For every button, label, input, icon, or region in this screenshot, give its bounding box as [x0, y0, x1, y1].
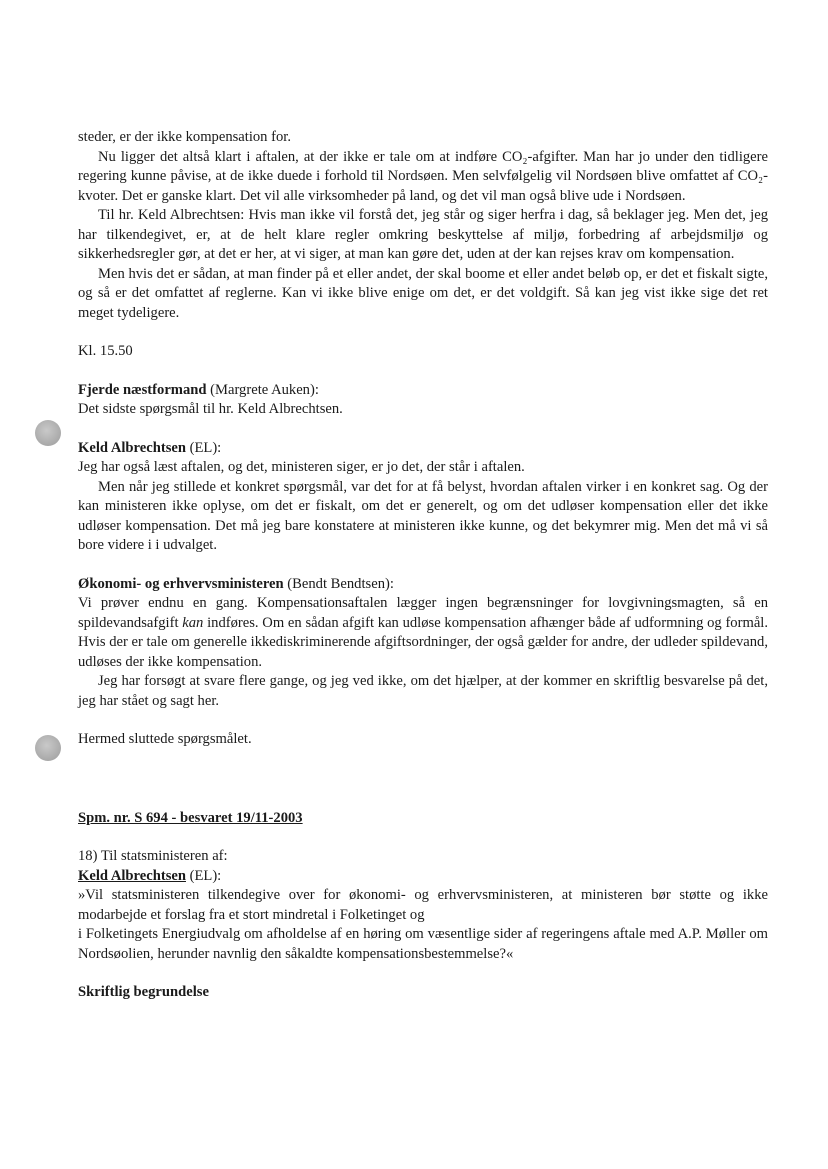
speaker-heading-2	[78, 439, 768, 459]
question-intro: 18) Til statsministeren af:	[78, 848, 228, 864]
speaker-party: (EL):	[185, 439, 222, 456]
section-heading: Spm. nr. S 694 - besvaret 19/11-2003	[78, 809, 303, 826]
speaker-3-paragraph-2: Jeg har forsøgt at svare flere gange, og jeg ved ikke, om det hjælper, at der kommer en skriftlig besvarelse på det, jeg har stået og sagt her.	[78, 673, 768, 709]
emphasis: kan	[182, 614, 204, 631]
speaker-heading-3	[78, 575, 768, 595]
speaker-name: Fjerde næstformand	[78, 381, 207, 398]
speaker-heading-1	[78, 381, 768, 401]
question-author-line	[78, 867, 768, 887]
speaker-person: (Bendt Bendtsen):	[283, 575, 394, 592]
question-party: (EL):	[185, 867, 222, 884]
speaker-name: Keld Albrechtsen	[78, 439, 186, 456]
written-justification-heading: Skriftlig begrundelse	[78, 984, 209, 1000]
timestamp: Kl. 15.50	[78, 343, 133, 359]
document-body	[78, 128, 768, 1003]
paragraph-co2: Nu ligger det altså klart i aftalen, at der ikke er tale om at indføre CO₂-afgifter. Man har jo under den tidligere regering kunne påvise, at de ikke duede i forhold til Nordsøen. Men selvfølgelig vil Nordsøen blive omfattet af CO₂-kvoter. Det er ganske klart. Det vil alle virksomheder på land, og det vil man også blive ude i Nordsøen.	[78, 148, 768, 204]
paragraph-reply-albrechtsen: Til hr. Keld Albrechtsen: Hvis man ikke vil forstå det, jeg står og siger herfra i dag, så beklager jeg. Men det, jeg har tilkendegivet, er, at de helt klare regler omkring beskyttelse af miljø, forbedring af arbejdsmiljø og sikkerhedsregler gør, at det er her, at vi siger, at man kan gøre det, uden at der kan rejses krav om kompensation.	[78, 207, 768, 262]
question-author: Keld Albrechtsen	[78, 867, 186, 884]
speaker-2-paragraph-2: Men når jeg stillede et konkret spørgsmål, var det for at få belyst, hvordan aftalen virker i en konkret sag. Og der kan ministeren ikke oplyse, om det er fiskalt, om det er generelt, og om det udløser kompensation eller det ikke udløser kompensation. Det må jeg bare konstatere at ministeren ikke kunne, og det bekymrer mig. Men det må vi så bore videre i i udvalget.	[78, 478, 768, 553]
paragraph-continuation: steder, er der ikke kompensation for.	[78, 129, 291, 145]
text-segment: indføres. Om en sådan afgift kan udløse kompensation afhænger både af udformning og formål. Hvis der er tale om generelle ikkediskriminerende afgiftsordninger, der også gælder for andre, der udleder spildevand, udløses der ikke kompensation.	[78, 614, 768, 670]
question-text-2: i Folketingets Energiudvalg om afholdelse af en høring om væsentlige sider af regeringens aftale med A.P. Møller om Nordsøolien, herunder navnlig den såkaldte kompensationsbestemmelse?«	[78, 926, 768, 962]
punch-hole-bottom	[35, 735, 61, 761]
paragraph-fiscal: Men hvis det er sådan, at man finder på et eller andet, der skal boome et eller andet beløb op, er det et fiskalt sigte, og så er det omfattet af reglerne. Kan vi ikke blive enige om det, er det voldgift. Så kan jeg vist ikke sige det ret meget tydeligere.	[78, 265, 768, 321]
punch-hole-top	[35, 420, 61, 446]
speaker-3-paragraph-1	[78, 594, 768, 672]
text-segment: Vi prøver endnu en gang. Kompensationsaftalen lægger ingen begrænsninger for lovgivningsmagten, så en spildevandsafgift	[78, 595, 768, 631]
speaker-name: Økonomi- og erhvervsministeren	[78, 575, 284, 592]
speaker-1-text: Det sidste spørgsmål til hr. Keld Albrechtsen.	[78, 401, 343, 417]
speaker-person: (Margrete Auken):	[206, 381, 319, 398]
question-text-1: »Vil statsministeren tilkendegive over for økonomi- og erhvervsministeren, at ministeren bør støtte og ikke modarbejde et forslag fra et stort mindretal i Folketinget og	[78, 887, 768, 923]
speaker-2-paragraph-1: Jeg har også læst aftalen, og det, ministeren siger, er jo det, der står i aftalen.	[78, 459, 525, 475]
closing-line: Hermed sluttede spørgsmålet.	[78, 731, 252, 747]
